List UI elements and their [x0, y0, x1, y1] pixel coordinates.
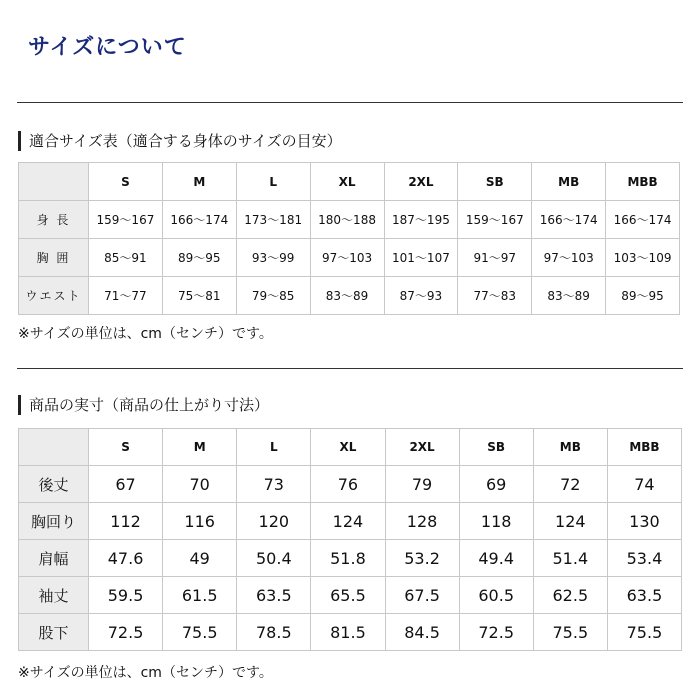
table-cell: 128 — [385, 503, 459, 540]
table-cell: 78.5 — [237, 614, 311, 651]
column-header: 2XL — [384, 163, 458, 201]
table-row — [19, 201, 680, 239]
table-cell: 130 — [607, 503, 681, 540]
table-cell: 51.8 — [311, 540, 385, 577]
table-cell: 124 — [311, 503, 385, 540]
table-cell: 83〜89 — [310, 277, 384, 315]
column-header: MBB — [606, 163, 680, 201]
table-cell: 97〜103 — [310, 239, 384, 277]
table-cell: 116 — [163, 503, 237, 540]
column-header: MB — [533, 429, 607, 466]
table-row — [19, 239, 680, 277]
table-row — [19, 614, 682, 651]
table-cell: 67 — [89, 466, 163, 503]
table-cell: 118 — [459, 503, 533, 540]
table-cell: 75.5 — [163, 614, 237, 651]
table-cell: 101〜107 — [384, 239, 458, 277]
fit-size-table — [18, 162, 680, 315]
column-header: M — [163, 429, 237, 466]
table-cell: 70 — [163, 466, 237, 503]
table-cell: 49 — [163, 540, 237, 577]
page-title: サイズについて — [28, 35, 187, 60]
column-header: L — [236, 163, 310, 201]
column-header: L — [237, 429, 311, 466]
column-header: MB — [532, 163, 606, 201]
table-cell: 84.5 — [385, 614, 459, 651]
table-cell: 103〜109 — [606, 239, 680, 277]
table-corner-cell — [19, 429, 89, 466]
unit-note: ※サイズの単位は、cm（センチ）です。 — [18, 665, 273, 681]
table-cell: 166〜174 — [532, 201, 606, 239]
table-cell: 49.4 — [459, 540, 533, 577]
divider — [17, 368, 683, 369]
table-cell: 187〜195 — [384, 201, 458, 239]
table-cell: 63.5 — [237, 577, 311, 614]
table-cell: 71〜77 — [89, 277, 163, 315]
column-header: SB — [458, 163, 532, 201]
table-cell: 83〜89 — [532, 277, 606, 315]
table-cell: 74 — [607, 466, 681, 503]
table-cell: 65.5 — [311, 577, 385, 614]
column-header: S — [89, 163, 163, 201]
table-cell: 166〜174 — [162, 201, 236, 239]
table-cell: 81.5 — [311, 614, 385, 651]
table-cell: 63.5 — [607, 577, 681, 614]
table-cell: 47.6 — [89, 540, 163, 577]
table-row — [19, 540, 682, 577]
table-cell: 173〜181 — [236, 201, 310, 239]
table-cell: 112 — [89, 503, 163, 540]
table-cell: 51.4 — [533, 540, 607, 577]
table-row — [19, 466, 682, 503]
section-heading-actual-size: 商品の実寸（商品の仕上がり寸法） — [18, 395, 269, 415]
table-cell: 75.5 — [533, 614, 607, 651]
row-label: 股下 — [19, 614, 89, 651]
table-cell: 72.5 — [89, 614, 163, 651]
row-label: 袖丈 — [19, 577, 89, 614]
column-header: SB — [459, 429, 533, 466]
section-heading-fit-size: 適合サイズ表（適合する身体のサイズの目安） — [18, 131, 342, 151]
divider — [17, 102, 683, 103]
table-cell: 97〜103 — [532, 239, 606, 277]
table-cell: 87〜93 — [384, 277, 458, 315]
column-header: M — [162, 163, 236, 201]
table-cell: 89〜95 — [606, 277, 680, 315]
table-cell: 75.5 — [607, 614, 681, 651]
row-label: 後丈 — [19, 466, 89, 503]
table-cell: 53.4 — [607, 540, 681, 577]
table-corner-cell — [19, 163, 89, 201]
table-cell: 67.5 — [385, 577, 459, 614]
row-label: ウエスト — [19, 277, 89, 315]
table-cell: 120 — [237, 503, 311, 540]
column-header: XL — [311, 429, 385, 466]
table-cell: 53.2 — [385, 540, 459, 577]
table-cell: 59.5 — [89, 577, 163, 614]
table-header-row — [19, 429, 682, 466]
table-row — [19, 277, 680, 315]
column-header: XL — [310, 163, 384, 201]
row-label: 肩幅 — [19, 540, 89, 577]
table-cell: 60.5 — [459, 577, 533, 614]
unit-note: ※サイズの単位は、cm（センチ）です。 — [18, 326, 273, 342]
table-cell: 61.5 — [163, 577, 237, 614]
column-header: S — [89, 429, 163, 466]
table-cell: 75〜81 — [162, 277, 236, 315]
table-cell: 72.5 — [459, 614, 533, 651]
table-cell: 93〜99 — [236, 239, 310, 277]
table-cell: 69 — [459, 466, 533, 503]
table-cell: 159〜167 — [89, 201, 163, 239]
table-cell: 124 — [533, 503, 607, 540]
table-cell: 89〜95 — [162, 239, 236, 277]
table-cell: 77〜83 — [458, 277, 532, 315]
column-header: MBB — [607, 429, 681, 466]
table-cell: 79〜85 — [236, 277, 310, 315]
column-header: 2XL — [385, 429, 459, 466]
table-cell: 76 — [311, 466, 385, 503]
row-label: 胸 囲 — [19, 239, 89, 277]
table-cell: 72 — [533, 466, 607, 503]
table-cell: 62.5 — [533, 577, 607, 614]
table-row — [19, 577, 682, 614]
table-header-row — [19, 163, 680, 201]
table-cell: 159〜167 — [458, 201, 532, 239]
table-cell: 85〜91 — [89, 239, 163, 277]
table-cell: 166〜174 — [606, 201, 680, 239]
row-label: 胸回り — [19, 503, 89, 540]
actual-size-table — [18, 428, 682, 651]
table-cell: 50.4 — [237, 540, 311, 577]
table-row — [19, 503, 682, 540]
row-label: 身 長 — [19, 201, 89, 239]
table-cell: 79 — [385, 466, 459, 503]
table-cell: 73 — [237, 466, 311, 503]
table-cell: 180〜188 — [310, 201, 384, 239]
table-cell: 91〜97 — [458, 239, 532, 277]
